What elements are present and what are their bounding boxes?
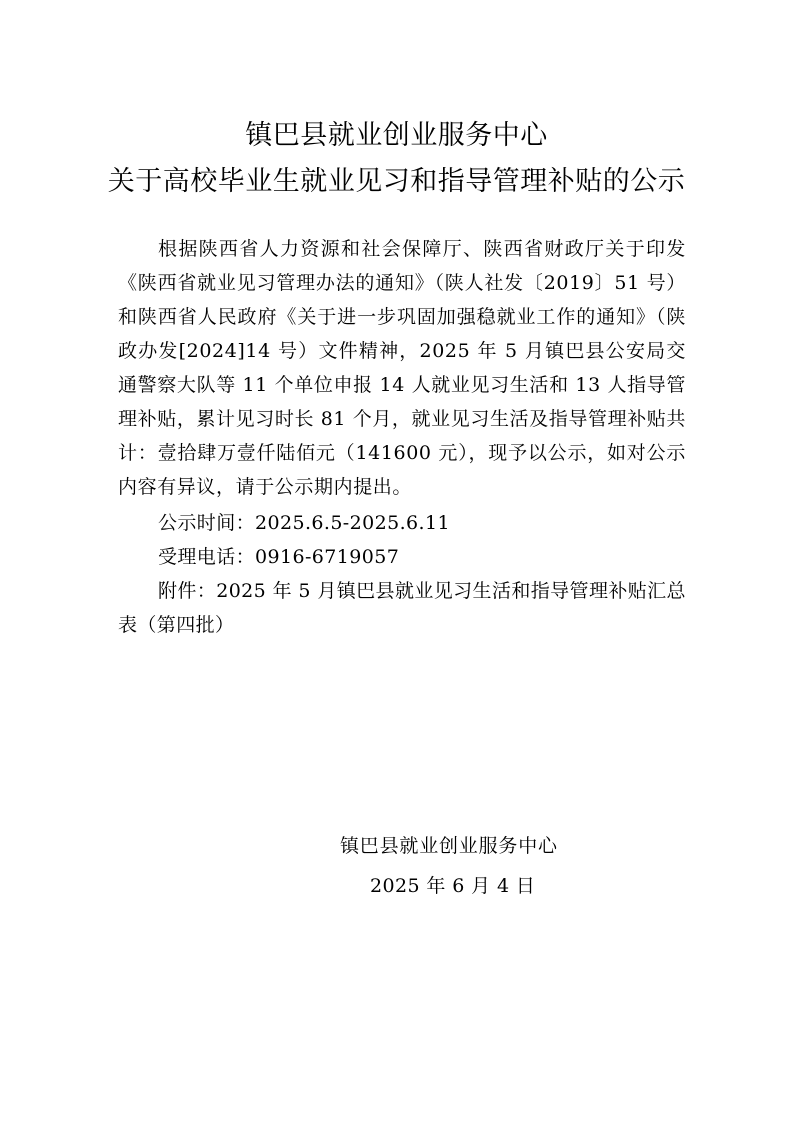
title-line-2: 关于高校毕业生就业见习和指导管理补贴的公示	[107, 166, 686, 197]
main-paragraph: 根据陕西省人力资源和社会保障厅、陕西省财政厅关于印发《陕西省就业见习管理办法的通知》（陕人社发〔2019〕51 号）和陕西省人民政府《关于进一步巩固加强稳就业工作的通知》（陕政办发[2024]14 号）文件精神，2025 年 5 月镇巴县公安局交通警察大队等 11 个单位申报 14 人就业见习生活和 13 人指导管理补贴，累计见习时长 81 个月，就业见习生活及指导管理补贴共计：壹拾肆万壹仟陆佰元（141600 元），现予以公示，如对公示内容有异议，请于公示期内提出。	[118, 238, 686, 498]
attachment-note: 附件：2025 年 5 月镇巴县就业见习生活和指导管理补贴汇总表（第四批）	[118, 580, 686, 636]
signature-organization: 镇巴县就业创业服务中心	[340, 835, 558, 857]
document-body	[118, 232, 686, 642]
notice-period: 公示时间：2025.6.5-2025.6.11	[158, 512, 450, 534]
contact-phone: 受理电话：0916-6719057	[158, 546, 400, 568]
title-line-1: 镇巴县就业创业服务中心	[245, 120, 548, 151]
signature-date: 2025 年 6 月 4 日	[370, 875, 536, 897]
